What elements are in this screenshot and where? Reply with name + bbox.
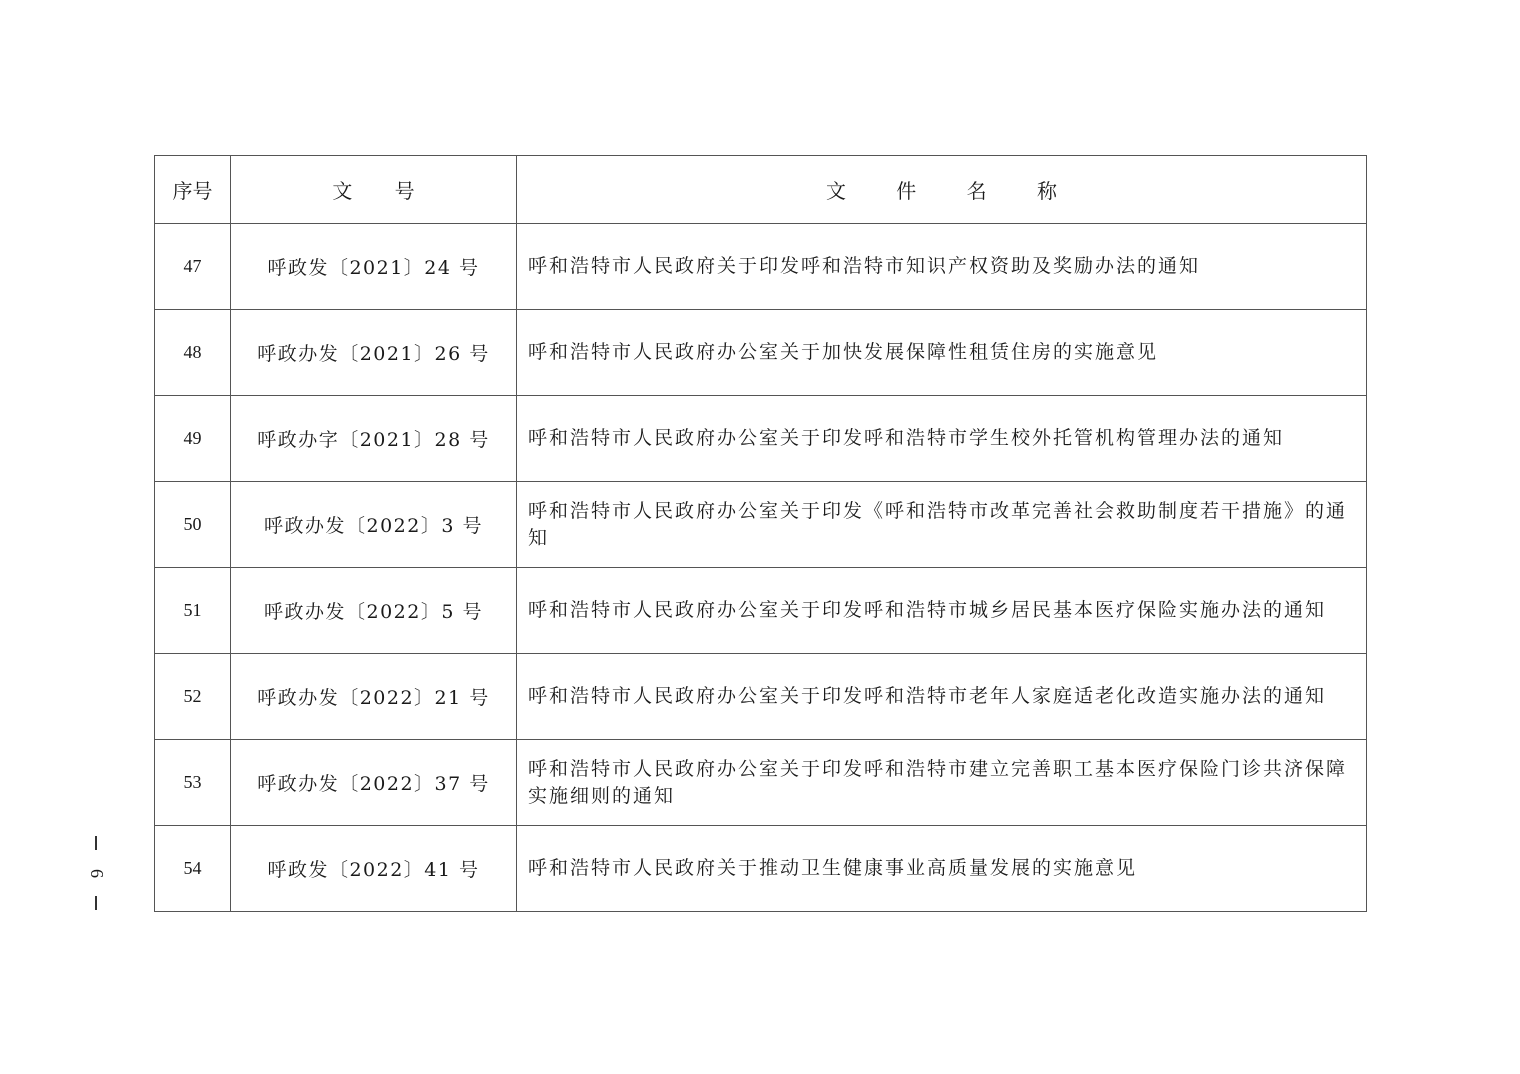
row-doc-name: 呼和浩特市人民政府办公室关于印发呼和浩特市建立完善职工基本医疗保险门诊共济保障实施细则的通知	[517, 740, 1367, 826]
row-seq: 47	[155, 224, 231, 310]
row-doc-name: 呼和浩特市人民政府关于推动卫生健康事业高质量发展的实施意见	[517, 826, 1367, 912]
table-row	[155, 482, 1367, 568]
table-row	[155, 224, 1367, 310]
row-seq: 53	[155, 740, 231, 826]
header-doc-name-label: 文 件 名 称	[825, 179, 1080, 203]
table-row	[155, 310, 1367, 396]
row-seq: 51	[155, 568, 231, 654]
row-doc-number: 呼政办发〔2021〕26 号	[231, 310, 517, 396]
page-number: 6	[86, 868, 107, 878]
row-seq: 50	[155, 482, 231, 568]
header-doc-number-label: 文 号	[332, 179, 433, 203]
table-header-row	[155, 156, 1367, 224]
table-row	[155, 396, 1367, 482]
row-doc-name: 呼和浩特市人民政府办公室关于印发呼和浩特市学生校外托管机构管理办法的通知	[517, 396, 1367, 482]
row-doc-number: 呼政办字〔2021〕28 号	[231, 396, 517, 482]
document-list-table	[154, 155, 1367, 912]
row-doc-number: 呼政发〔2022〕41 号	[231, 826, 517, 912]
header-seq: 序号	[155, 156, 231, 224]
row-doc-name: 呼和浩特市人民政府办公室关于印发《呼和浩特市改革完善社会救助制度若干措施》的通知	[517, 482, 1367, 568]
table-row	[155, 654, 1367, 740]
page-number-dash-top	[95, 836, 97, 850]
header-doc-number	[231, 156, 517, 224]
page-number-marker	[86, 836, 106, 910]
row-seq: 52	[155, 654, 231, 740]
row-doc-number: 呼政办发〔2022〕3 号	[231, 482, 517, 568]
table-row	[155, 826, 1367, 912]
row-seq: 48	[155, 310, 231, 396]
row-doc-name: 呼和浩特市人民政府办公室关于印发呼和浩特市城乡居民基本医疗保险实施办法的通知	[517, 568, 1367, 654]
row-doc-number: 呼政发〔2021〕24 号	[231, 224, 517, 310]
row-doc-name: 呼和浩特市人民政府办公室关于加快发展保障性租赁住房的实施意见	[517, 310, 1367, 396]
row-doc-number: 呼政办发〔2022〕21 号	[231, 654, 517, 740]
header-doc-name	[517, 156, 1367, 224]
table-row	[155, 568, 1367, 654]
row-seq: 54	[155, 826, 231, 912]
row-doc-number: 呼政办发〔2022〕5 号	[231, 568, 517, 654]
row-seq: 49	[155, 396, 231, 482]
row-doc-number: 呼政办发〔2022〕37 号	[231, 740, 517, 826]
row-doc-name: 呼和浩特市人民政府关于印发呼和浩特市知识产权资助及奖励办法的通知	[517, 224, 1367, 310]
table-row	[155, 740, 1367, 826]
row-doc-name: 呼和浩特市人民政府办公室关于印发呼和浩特市老年人家庭适老化改造实施办法的通知	[517, 654, 1367, 740]
page-number-dash-bottom	[95, 896, 97, 910]
